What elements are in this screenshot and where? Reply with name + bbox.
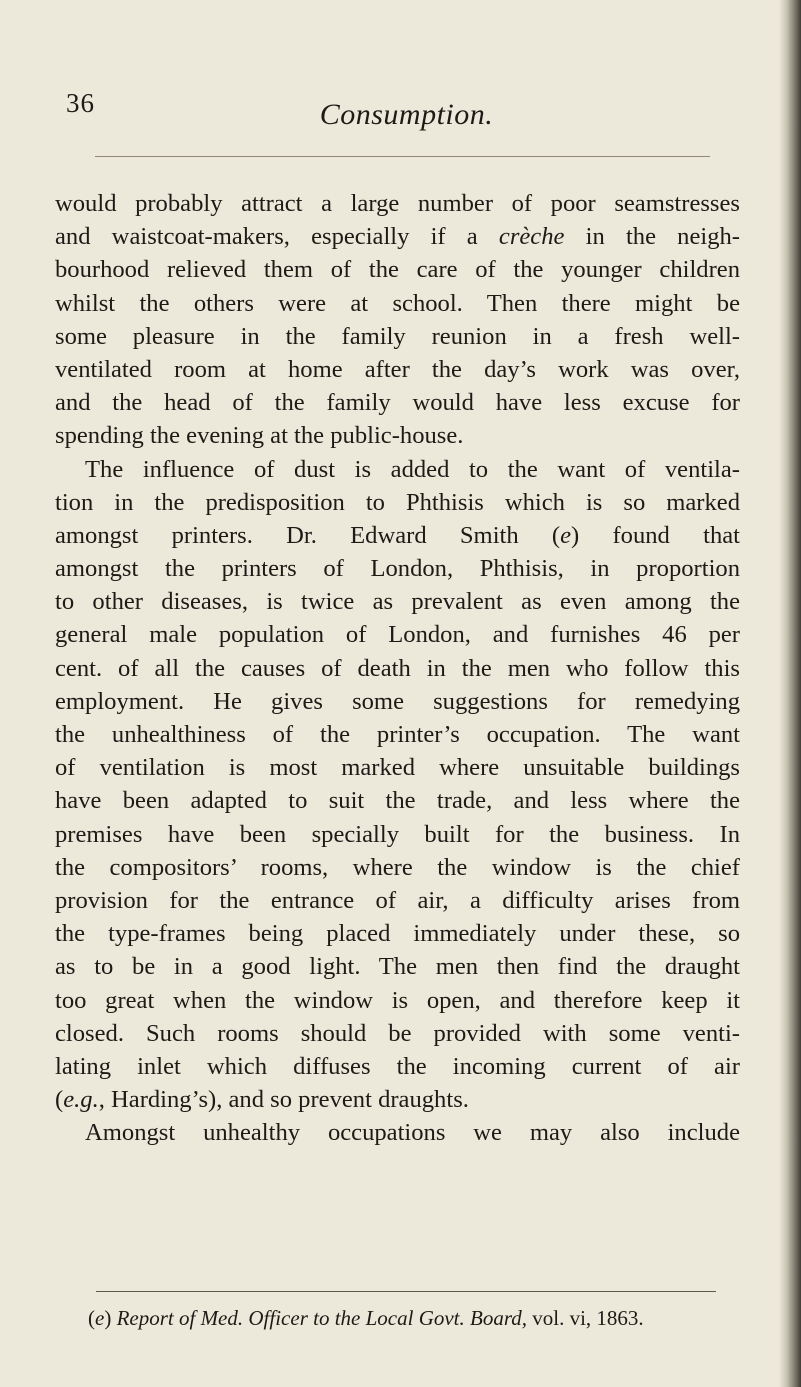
text-line: as to be in a good light. The men then find the draught: [55, 953, 740, 981]
binding-shadow: [779, 0, 801, 1387]
text-line: provision for the entrance of air, a difficulty arises from: [55, 886, 740, 914]
running-head: Consumption.: [319, 98, 494, 131]
header-rule: [95, 156, 710, 157]
text-line: too great when the window is open, and therefore keep it: [55, 986, 740, 1014]
text-line: would probably attract a large number of poor seamstresses: [55, 190, 740, 217]
text-line: (e.g., Harding’s), and so prevent draughts.: [55, 1086, 469, 1114]
page-number: 36: [66, 88, 95, 118]
footnote-rest: vol. vi, 1863.: [526, 1306, 644, 1330]
text-line: the type-frames being placed immediately under these, so: [55, 920, 740, 948]
text-line: whilst the others were at school. Then there might be: [55, 289, 740, 317]
text-line: the unhealthiness of the printer’s occupation. The want: [55, 721, 740, 748]
text-line: The influence of dust is added to the want of ventila-: [85, 455, 740, 483]
text-line: and the head of the family would have less excuse for: [55, 389, 740, 417]
footnote: [88, 1305, 644, 1331]
text-line: amongst printers. Dr. Edward Smith (e) found that: [55, 521, 740, 549]
text-line: Amongst unhealthy occupations we may also include: [85, 1119, 740, 1147]
text-line: closed. Such rooms should be provided with some venti-: [55, 1019, 740, 1047]
text-line: spending the evening at the public-house.: [55, 422, 464, 450]
text-line: cent. of all the causes of death in the men who follow this: [55, 654, 740, 682]
footnote-rule: [96, 1291, 716, 1292]
text-line: tion in the predisposition to Phthisis which is so marked: [55, 488, 740, 516]
text-line: the compositors’ rooms, where the window is the chief: [55, 853, 740, 881]
text-line: employment. He gives some suggestions for remedying: [55, 687, 740, 715]
text-line: to other diseases, is twice as prevalent as even among the: [55, 588, 740, 616]
text-line: have been adapted to suit the trade, and less where the: [55, 787, 740, 815]
text-line: bourhood relieved them of the care of the younger children: [55, 256, 740, 284]
text-line: and waistcoat-makers, especially if a crèche in the neigh-: [55, 223, 740, 251]
text-line: amongst the printers of London, Phthisis, in proportion: [55, 555, 740, 583]
text-line: premises have been specially built for the business. In: [55, 820, 740, 848]
body-text: [55, 187, 740, 1149]
footnote-marker: (e): [88, 1306, 117, 1330]
text-line: general male population of London, and furnishes 46 per: [55, 621, 740, 649]
text-line: some pleasure in the family reunion in a fresh well-: [55, 322, 740, 350]
text-line: of ventilation is most marked where unsuitable buildings: [55, 754, 740, 782]
text-line: ventilated room at home after the day’s work was over,: [55, 355, 740, 383]
text-line: lating inlet which diffuses the incoming current of air: [55, 1052, 740, 1080]
footnote-title: Report of Med. Officer to the Local Govt. Board,: [116, 1306, 527, 1330]
